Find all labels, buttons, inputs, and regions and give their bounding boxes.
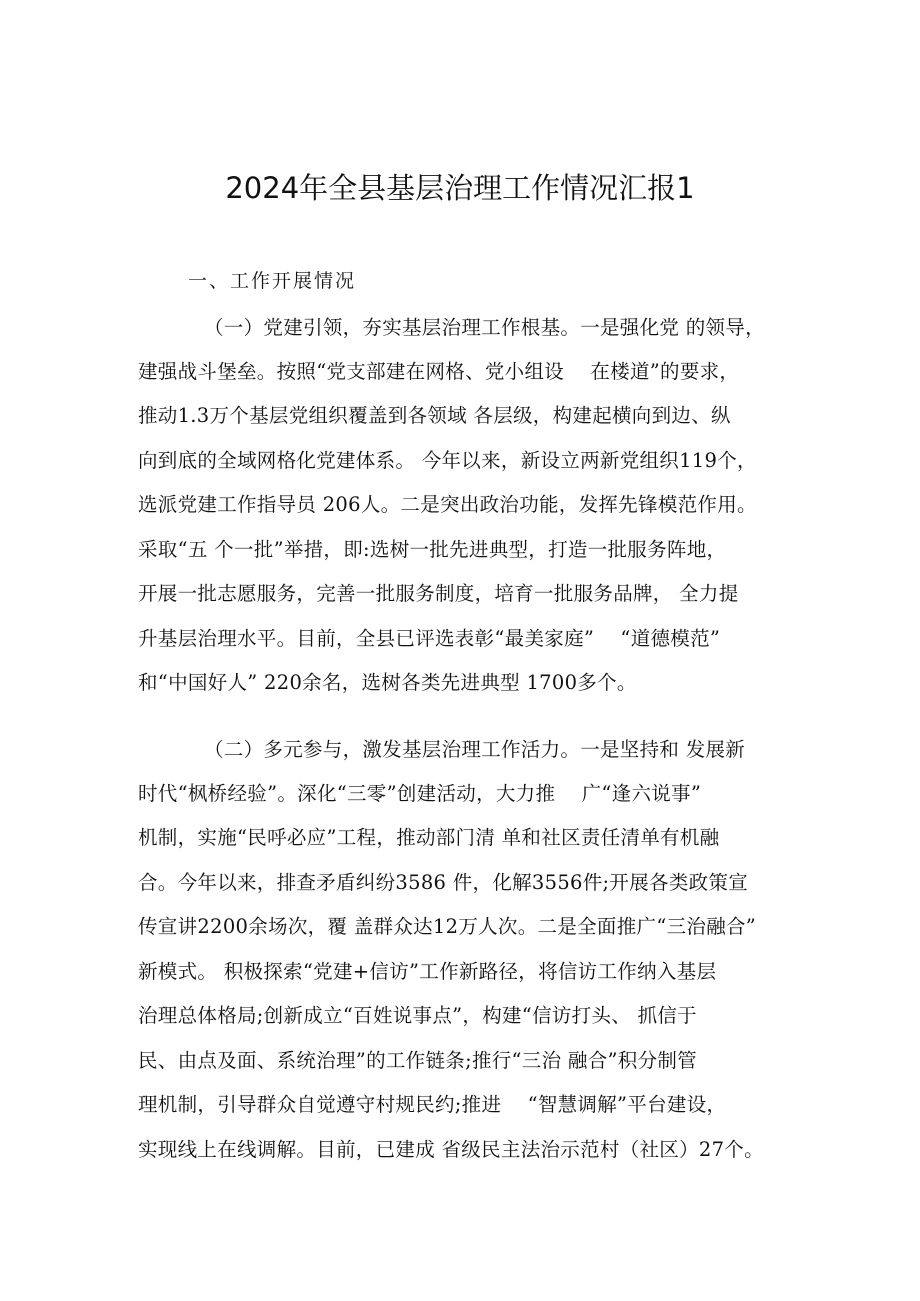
paragraph-1-line: 采取“五 个一批”举措，即:选树一批先进典型，打造一批服务阵地，	[138, 538, 727, 561]
paragraph-1-line: 选派党建工作指导员 206人。二是突出政治功能，发挥先锋模范作用。	[138, 493, 757, 516]
paragraph-2-line: 民、由点及面、系统治理”的工作链条;推行“三治 融合”积分制管	[138, 1049, 697, 1072]
paragraph-1-line: 开展一批志愿服务，完善一批服务制度，培育一批服务品牌， 全力提	[138, 582, 739, 605]
paragraph-2-line: 实现线上在线调解。目前，已建成 省级民主法治示范村（社区）27个。	[138, 1138, 764, 1161]
paragraph-2-line: 新模式。 积极探索“党建+信访”工作新路径，将信访工作纳入基层	[138, 960, 717, 983]
paragraph-2-line: 时代“枫桥经验”。深化“三零”创建活动，大力推 广“逢六说事”	[138, 782, 702, 805]
paragraph-2-line: 传宣讲2200余场次，覆 盖群众达12万人次。二是全面推广“三治融合”	[138, 915, 757, 938]
paragraph-1-line: 推动1.3万个基层党组织覆盖到各领域 各层级，构建起横向到边、纵	[138, 404, 731, 427]
paragraph-1-line: 升基层治理水平。目前，全县已评选表彰“最美家庭” “道德模范”	[138, 627, 721, 650]
paragraph-2-line: 合。今年以来，排查矛盾纠纷3586 件，化解3556件;开展各类政策宣	[138, 871, 749, 894]
paragraph-1-line: （一）党建引领，夯实基层治理工作根基。一是强化党 的领导，	[204, 316, 765, 339]
document-title: 2024年全县基层治理工作情况汇报1	[225, 171, 695, 205]
paragraph-1-line: 向到底的全域网格化党建体系。 今年以来，新设立两新党组织119个，	[138, 449, 757, 472]
paragraph-1-line: 和“中国好人” 220余名，选树各类先进典型 1700多个。	[138, 671, 637, 694]
paragraph-2-line: （二）多元参与，激发基层治理工作活力。一是坚持和 发展新	[204, 738, 746, 761]
section-heading: 一、工作开展情况	[188, 270, 357, 292]
paragraph-2-line: 治理总体格局;创新成立“百姓说事点”，构建“信访打头、 抓信于	[138, 1004, 697, 1027]
paragraph-2-line: 理机制，引导群众自觉遵守村规民约;推进 “智慧调解”平台建设，	[138, 1093, 727, 1116]
paragraph-2-line: 机制，实施“民呼必应”工程，推动部门清 单和社区责任清单有机融	[138, 826, 720, 849]
paragraph-1-line: 建强战斗堡垒。按照“党支部建在网格、党小组设 在楼道”的要求，	[138, 360, 740, 383]
